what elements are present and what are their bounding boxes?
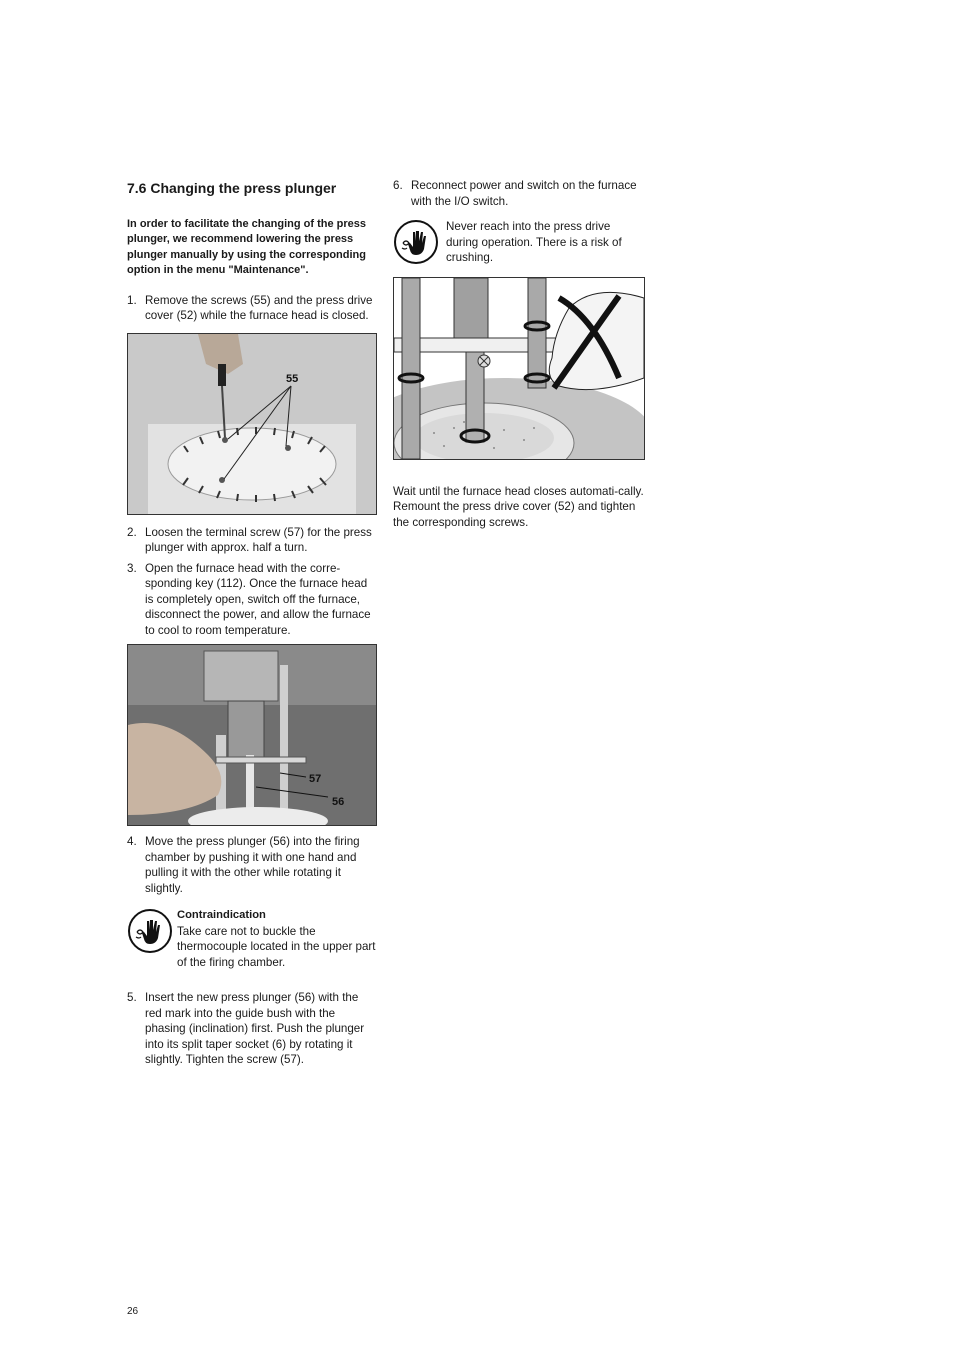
- step-number: 6.: [393, 179, 403, 192]
- crush-warning-note: [393, 219, 645, 270]
- left-column: [127, 178, 377, 1073]
- step-4: [127, 834, 377, 896]
- step-number: 1.: [127, 293, 137, 307]
- step-number: 5.: [127, 991, 137, 1005]
- step-number: 4.: [127, 835, 137, 849]
- callout-57: 57: [309, 773, 322, 786]
- figure-no-reach-illustration: [393, 277, 645, 460]
- hand-warning-icon: [127, 908, 177, 959]
- intro-text: In order to facilitate the changing of the press plunger, we recommend lowering the press plunger manually by using the corresponding option in the menu "Maintenance".: [127, 218, 366, 277]
- step-3: [127, 561, 377, 639]
- step-text: Remove the screws (55) and the press drive cover (52) while the furnace head is closed.: [145, 293, 373, 323]
- step-text: Insert the new press plunger (56) with the red mark into the guide bush with the phasing (inclination) first. Push the plunger into its split taper socket (6) by rotating it slightly. Tighten the screw (57).: [145, 991, 365, 1067]
- contraindication-text: Take care not to buckle the thermocouple located in the upper part of the firing chamber.: [177, 924, 376, 969]
- page-number: 26: [127, 1306, 139, 1317]
- step-1: [127, 293, 377, 324]
- step-text: Reconnect power and switch on the furnace with the I/O switch.: [411, 179, 637, 208]
- step-2: [127, 525, 377, 556]
- figure-screws-removal: [127, 333, 377, 515]
- step-number: 2.: [127, 525, 137, 539]
- contraindication-title: Contraindication: [177, 909, 266, 922]
- callout-56: 56: [332, 796, 345, 809]
- step-text: Loosen the terminal screw (57) for the press plunger with approx. half a turn.: [145, 525, 372, 555]
- callout-55: 55: [286, 372, 299, 385]
- step-number: 3.: [127, 561, 137, 575]
- contraindication-note: [127, 908, 377, 970]
- right-column: [393, 178, 645, 530]
- step-text: Open the furnace head with the corre-sponding key (112). Once the furnace head is completely open, switch off the furnace, disconnect the power, and allow the furnace to cool to room temperature.: [145, 561, 371, 637]
- section-title: 7.6 Changing the press plunger: [127, 180, 337, 196]
- figure-press-plunger: [127, 644, 377, 826]
- hand-warning-icon: [393, 219, 446, 270]
- step-text: Move the press plunger (56) into the firing chamber by pushing it with one hand and pulling it with the other while rotating it slightly.: [145, 835, 360, 895]
- warning-text: Never reach into the press drive during operation. There is a risk of crushing.: [446, 220, 622, 264]
- closing-text: Wait until the furnace head closes automati-cally. Remount the press drive cover (52) and tighten the corresponding screws.: [393, 484, 644, 529]
- step-6: [393, 178, 645, 209]
- step-5: [127, 990, 377, 1068]
